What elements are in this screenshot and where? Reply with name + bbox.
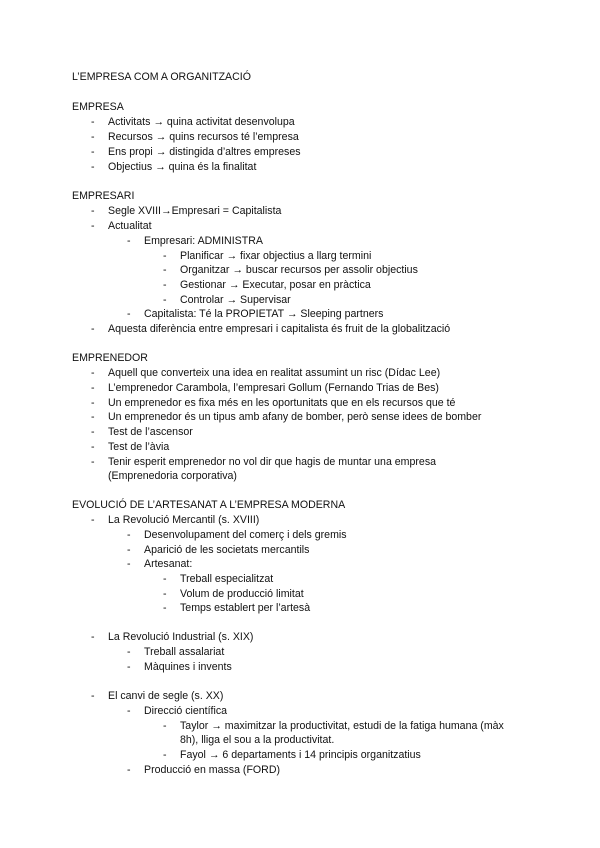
list-item: Temps establert per l’artesà [180, 602, 311, 614]
section-heading-evolucio: EVOLUCIÓ DE L’ARTESANAT A L’EMPRESA MODERNA [72, 499, 346, 511]
list-item: Actualitat [108, 220, 152, 232]
list-item: Màquines i invents [144, 661, 232, 673]
list-item: Treball especialitzat [180, 573, 274, 585]
list-item: Aquell que converteix una idea en realitat assumint un risc (Dídac Lee) [108, 367, 441, 379]
bullet-dash: - [127, 308, 131, 320]
bullet-dash: - [91, 690, 95, 702]
list-item: Organitzar → buscar recursos per assolir objectius [180, 264, 418, 276]
list-item: El canvi de segle (s. XX) [108, 690, 224, 702]
list-item: Desenvolupament del comerç i dels gremis [144, 529, 347, 541]
section-heading-empresari: EMPRESARI [72, 190, 135, 202]
bullet-dash: - [127, 764, 131, 776]
list-item: Treball assalariat [144, 646, 225, 658]
list-item: Un emprenedor és un tipus amb afany de bomber, però sense idees de bomber [108, 411, 482, 423]
bullet-dash: - [91, 131, 95, 143]
bullet-dash: - [127, 646, 131, 658]
list-item: Taylor → maximitzar la productivitat, estudi de la fatiga humana (màx [180, 720, 504, 732]
list-item: Test de l’àvia [108, 441, 170, 453]
list-item: Capitalista: Té la PROPIETAT → Sleeping partners [144, 308, 384, 320]
bullet-dash: - [163, 588, 167, 600]
bullet-dash: - [163, 279, 167, 291]
list-item: Segle XVIII→Empresari = Capitalista [108, 205, 282, 217]
bullet-dash: - [91, 146, 95, 158]
bullet-dash: - [91, 397, 95, 409]
list-item: Volum de producció limitat [180, 588, 304, 600]
list-item-continuation: 8h), lliga el sou a la productivitat. [180, 734, 335, 746]
list-item: Aquesta diferència entre empresari i capitalista és fruit de la globalització [108, 323, 451, 335]
list-item: Objectius → quina és la finalitat [108, 161, 257, 173]
list-item: Aparició de les societats mercantils [144, 544, 310, 556]
bullet-dash: - [127, 705, 131, 717]
bullet-dash: - [91, 411, 95, 423]
list-item: Planificar → fixar objectius a llarg termini [180, 250, 372, 262]
list-item: Un emprenedor es fixa més en les oportunitats que en els recursos que té [108, 397, 456, 409]
bullet-dash: - [91, 323, 95, 335]
section-heading-emprenedor: EMPRENEDOR [72, 352, 148, 364]
list-item: Gestionar → Executar, posar en pràctica [180, 279, 371, 291]
bullet-dash: - [91, 456, 95, 468]
bullet-dash: - [91, 367, 95, 379]
bullet-dash: - [91, 426, 95, 438]
bullet-dash: - [163, 294, 167, 306]
bullet-dash: - [163, 250, 167, 262]
bullet-dash: - [163, 720, 167, 732]
list-item: Recursos → quins recursos té l’empresa [108, 131, 299, 143]
list-item: La Revolució Mercantil (s. XVIII) [108, 514, 260, 526]
list-item: Test de l’ascensor [108, 426, 193, 438]
list-item: Empresari: ADMINISTRA [144, 235, 263, 247]
list-item: Controlar → Supervisar [180, 294, 291, 306]
bullet-dash: - [127, 558, 131, 570]
list-item: Activitats → quina activitat desenvolupa [108, 116, 295, 128]
bullet-dash: - [91, 116, 95, 128]
page-title: L’EMPRESA COM A ORGANITZACIÓ [72, 71, 251, 83]
list-item: L’emprenedor Carambola, l’empresari Gollum (Fernando Trias de Bes) [108, 382, 439, 394]
bullet-dash: - [163, 749, 167, 761]
bullet-dash: - [91, 514, 95, 526]
bullet-dash: - [127, 235, 131, 247]
list-item: Fayol → 6 departaments i 14 principis organitzatius [180, 749, 421, 761]
bullet-dash: - [163, 264, 167, 276]
bullet-dash: - [127, 661, 131, 673]
bullet-dash: - [91, 441, 95, 453]
bullet-dash: - [91, 382, 95, 394]
bullet-dash: - [163, 602, 167, 614]
list-item: Tenir esperit emprenedor no vol dir que hagis de muntar una empresa [108, 456, 437, 468]
bullet-dash: - [91, 205, 95, 217]
list-item: Artesanat: [144, 558, 193, 570]
list-item-continuation: (Emprenedoria corporativa) [108, 470, 237, 482]
bullet-dash: - [163, 573, 167, 585]
list-item: Producció en massa (FORD) [144, 764, 280, 776]
bullet-dash: - [127, 529, 131, 541]
bullet-dash: - [91, 220, 95, 232]
section-heading-empresa: EMPRESA [72, 101, 124, 113]
bullet-dash: - [91, 161, 95, 173]
bullet-dash: - [127, 544, 131, 556]
bullet-dash: - [91, 631, 95, 643]
list-item: Ens propi → distingida d’altres empreses [108, 146, 301, 158]
list-item: Direcció científica [144, 705, 228, 717]
list-item: La Revolució Industrial (s. XIX) [108, 631, 254, 643]
